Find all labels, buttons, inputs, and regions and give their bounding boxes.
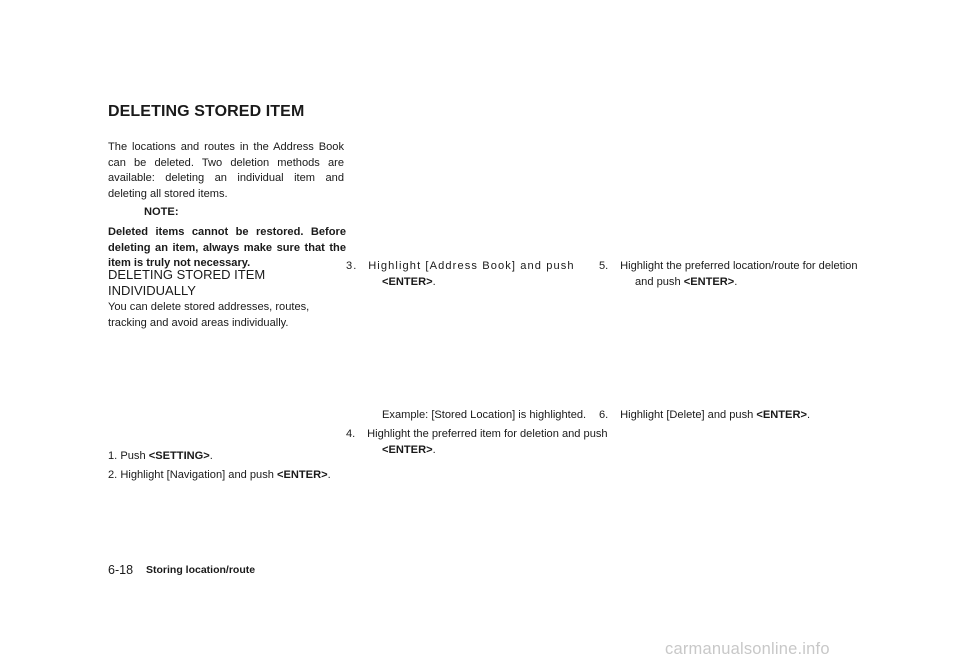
key-label: <ENTER>	[382, 443, 433, 456]
step-5: 5. Highlight the preferred location/route for deletion and push <ENTER>.	[599, 260, 858, 288]
key-label: <ENTER>	[277, 469, 328, 481]
section-title: DELETING STORED ITEM	[108, 103, 305, 120]
chapter-title: Storing location/route	[146, 564, 256, 576]
step-6: 6. Highlight [Delete] and push <ENTER>.	[599, 409, 811, 421]
key-label: <SETTING>	[148, 450, 210, 462]
step-2: 2. Highlight [Navigation] and push <ENTER>.	[108, 469, 331, 481]
example-caption: Example: [Stored Location] is highlighted.	[382, 409, 587, 421]
page-number: 6-18	[108, 563, 134, 577]
watermark-text: carmanualsonline.info	[665, 640, 830, 658]
step-3: 3. Highlight [Address Book] and push <ENTER>.	[346, 260, 575, 288]
step-4: 4. Highlight the preferred item for deletion and push <ENTER>.	[346, 428, 608, 456]
key-label: <ENTER>	[683, 275, 735, 288]
key-label: <ENTER>	[382, 275, 433, 288]
intro-paragraph: The locations and routes in the Address Book can be deleted. Two deletion methods are available: deleting an individual item and deleting all stored items.	[108, 141, 344, 200]
subsection-intro: You can delete stored addresses, routes, tracking and avoid areas individually.	[108, 301, 310, 329]
note-label: NOTE:	[144, 206, 179, 218]
step-1: 1. Push <SETTING>.	[108, 450, 213, 462]
subsection-title: DELETING STORED ITEM INDIVIDUALLY	[108, 267, 266, 298]
note-text: Deleted items cannot be restored. Before deleting an item, always make sure that the item is truly not necessary.	[108, 226, 346, 270]
key-label: <ENTER>	[756, 409, 807, 421]
